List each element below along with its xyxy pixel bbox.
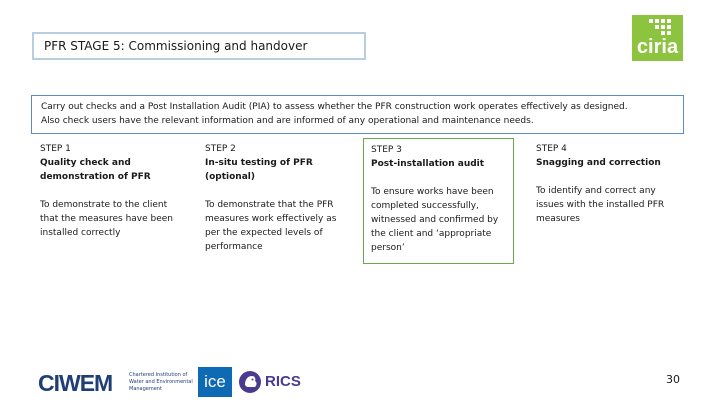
step-3-box [363,138,514,264]
ciwem-subtitle-line: Water and Environmental [129,379,193,385]
step-description: witnessed and confirmed by [371,215,499,225]
step-label: STEP 3 [371,145,402,155]
step-description: To demonstrate to the client [40,200,168,210]
step-label: STEP 2 [205,144,236,154]
step-description: measures work effectively as [205,214,337,224]
slide-title: PFR STAGE 5: Commissioning and handover [32,32,366,60]
rics-lion-icon [238,370,262,394]
ciwem-subtitle-line: Management [129,386,162,392]
step-2-box [198,138,349,258]
ciria-grid-icon [649,19,671,35]
ice-logo: ice [198,367,232,397]
step-name: (optional) [205,172,255,182]
step-label: STEP 4 [536,144,567,154]
step-description: To ensure works have been [371,187,494,197]
step-description: To identify and correct any [536,186,656,196]
step-name: Quality check and [40,158,131,168]
ciwem-subtitle-line: Chartered Institution of [129,372,188,378]
step-description: the client and ‘appropriate [371,229,492,239]
step-name: Post-installation audit [371,159,485,169]
step-description: To demonstrate that the PFR [205,200,334,210]
step-description: per the expected levels of [205,228,323,238]
rics-logo: RICS [265,373,301,390]
step-4-box [529,138,680,230]
step-label: STEP 1 [40,144,71,154]
step-description: that the measures have been [40,214,174,224]
intro-line: Carry out checks and a Post Installation Audit (PIA) to assess whether the PFR construction work operates effectively as designed. [41,102,628,112]
intro-line: Also check users have the relevant information and are informed of any operational and maintenance needs. [41,116,534,126]
ciwem-logo-subtitle [129,372,201,393]
step-name: Snagging and correction [536,158,661,168]
step-description: completed successfully, [371,201,479,211]
page-number: 30 [666,373,680,386]
ciria-logo-icon [632,15,683,61]
ciria-logo-text: ciria [636,36,679,58]
step-description: performance [205,242,263,252]
step-description: installed correctly [40,228,121,238]
intro-box [31,95,684,134]
step-description: issues with the installed PFR [536,200,665,210]
step-name: demonstration of PFR [40,172,151,182]
step-name: In-situ testing of PFR [205,158,313,168]
ciwem-logo: CIWEM [38,370,113,396]
step-1-box [33,138,184,244]
step-description: person’ [371,243,405,253]
step-description: measures [536,214,580,224]
